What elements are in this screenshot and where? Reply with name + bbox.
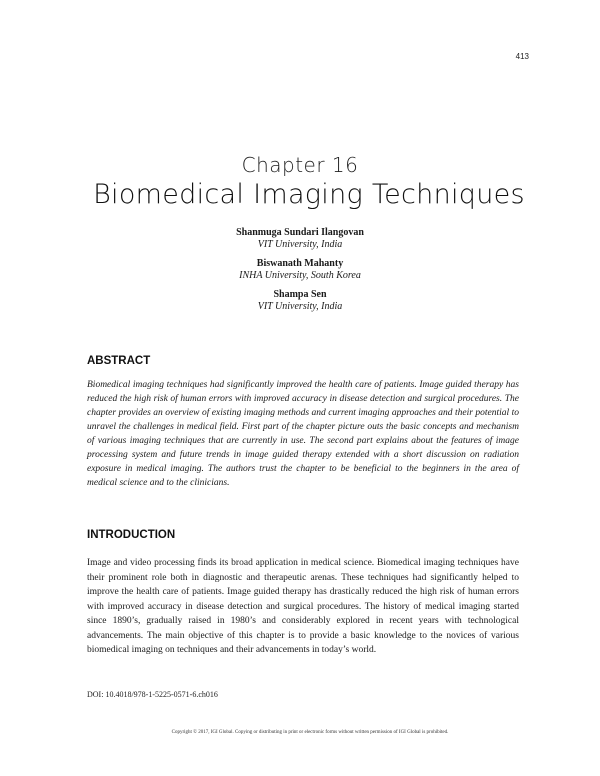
- author-block: [0, 227, 600, 251]
- abstract-heading: ABSTRACT: [87, 355, 151, 367]
- doi-line: DOI: 10.4018/978-1-5225-0571-6.ch016: [87, 690, 218, 699]
- author-list: [0, 227, 600, 320]
- introduction-text: Image and video processing finds its broad application in medical science. Biomedical imaging techniques have their prominent role both in diagnostic and therapeutic arenas. These techniques had significantly helped to improve the health care of patients. Image guided therapy has drastically reduced the high risk of human errors with improved accuracy in disease detection and surgical procedures. The history of medical imaging started since 1890’s, gradually raised in 1980’s and considerably explored in recent years with technological advancements. The main objective of this chapter is to provide a basic knowledge to the novices of various biomedical imaging on techniques and their advancements in today’s world.: [87, 558, 519, 655]
- chapter-label: Chapter 16: [241, 153, 359, 177]
- copyright-notice: Copyright © 2017, IGI Global. Copying or distributing in print or electronic forms without written permission of IGI Global is prohibited.: [171, 730, 449, 735]
- author-block: [0, 289, 600, 313]
- author-name: Biswanath Mahanty: [256, 258, 344, 269]
- author-block: [0, 258, 600, 282]
- abstract-text: Biomedical imaging techniques had significantly improved the health care of patients. Image guided therapy has reduced the high risk of human errors with improved accuracy in disease detection and surgical procedures. The chapter provides an overview of existing imaging methods and current imaging approaches and their potential to unravel the challenges in medical field. First part of the chapter picture outs the basic concepts and mechanism of various imaging techniques that are currently in use. The second part explains about the features of image processing system and future trends in image guided therapy extended with a short discussion on radiation exposure in medical imaging. The authors trust the chapter to be beneficial to the beginners in the area of medical science and to the clinicians.: [87, 380, 519, 488]
- chapter-title: Biomedical Imaging Techniques: [93, 179, 525, 210]
- author-name: Shampa Sen: [273, 289, 327, 300]
- author-affiliation: VIT University, India: [257, 239, 343, 250]
- author-name: Shanmuga Sundari Ilangovan: [236, 227, 364, 238]
- author-affiliation: VIT University, India: [257, 301, 343, 312]
- introduction-heading: INTRODUCTION: [87, 529, 176, 541]
- page-number: 413: [515, 52, 529, 61]
- author-affiliation: INHA University, South Korea: [239, 270, 361, 281]
